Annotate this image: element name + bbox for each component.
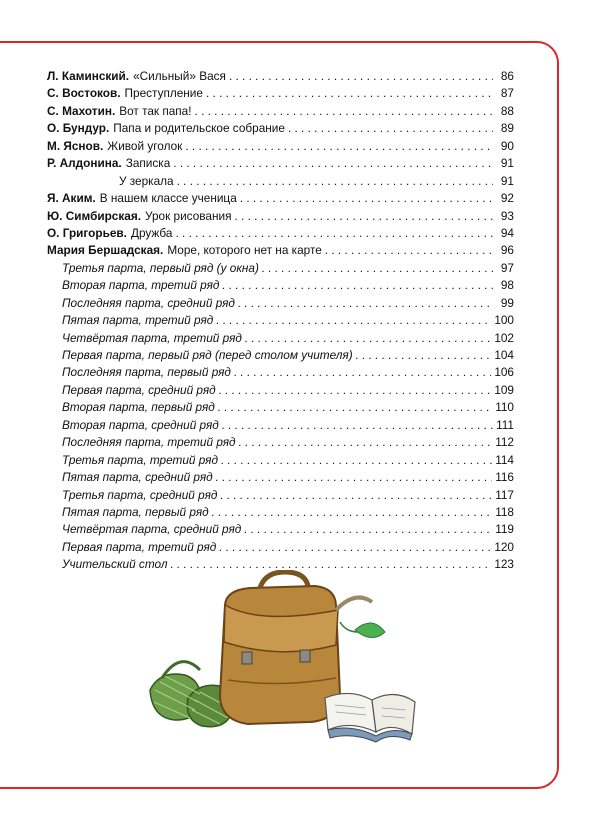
toc-leader-dots	[177, 173, 493, 190]
toc-page-number: 93	[500, 208, 514, 223]
toc-leader-dots	[221, 452, 492, 469]
toc-page-number: 98	[500, 278, 514, 293]
toc-title: Первая парта, третий ряд	[62, 539, 217, 554]
toc-entry[interactable]	[47, 103, 514, 120]
toc-author: С. Востоков.	[47, 86, 121, 101]
toc-entry[interactable]	[47, 452, 514, 469]
toc-author: О. Бундур.	[47, 121, 110, 136]
toc-entry[interactable]	[47, 85, 514, 102]
toc-entry[interactable]	[47, 364, 514, 381]
toc-leader-dots	[229, 68, 493, 85]
toc-entry[interactable]	[47, 190, 514, 207]
toc-leader-dots	[234, 208, 493, 225]
toc-title: Записка	[125, 156, 171, 171]
toc-title: Последняя парта, средний ряд	[62, 295, 235, 310]
toc-author: Л. Каминский.	[47, 69, 130, 83]
toc-title: Пятая парта, средний ряд	[62, 470, 213, 485]
toc-leader-dots	[219, 539, 491, 556]
toc-author: С. Махотин.	[47, 103, 116, 118]
toc-leader-dots	[206, 85, 493, 102]
toc-page-number: 112	[495, 435, 514, 450]
toc-entry[interactable]	[47, 417, 514, 434]
toc-page-number: 94	[500, 225, 514, 240]
book-icon	[325, 693, 415, 742]
toc-entry[interactable]	[47, 173, 514, 190]
toc-page-number: 99	[500, 295, 514, 310]
toc-leader-dots	[218, 399, 492, 416]
toc-page-number: 123	[494, 557, 514, 572]
toc-title: Третья парта, третий ряд	[62, 452, 218, 467]
illustration	[140, 570, 440, 750]
toc-leader-dots	[173, 155, 493, 172]
toc-title: Четвёртая парта, средний ряд	[62, 522, 242, 537]
toc-page-number: 88	[500, 103, 514, 118]
toc-leader-dots	[212, 504, 493, 521]
toc-page-number: 87	[500, 86, 514, 101]
toc-title: Урок рисования	[145, 208, 232, 223]
toc-page-number: 91	[500, 156, 514, 171]
toc-leader-dots	[238, 295, 493, 312]
toc-page-number: 100	[494, 313, 514, 328]
toc-title: Последняя парта, третий ряд	[62, 435, 236, 450]
toc-page-number: 102	[494, 330, 514, 345]
toc-title: Живой уголок	[107, 138, 183, 153]
toc-title: Преступление	[124, 86, 203, 101]
toc-leader-dots	[220, 487, 492, 504]
toc-title: Четвёртая парта, третий ряд	[62, 330, 242, 345]
toc-entry[interactable]	[47, 469, 514, 486]
toc-title: Пятая парта, третий ряд	[62, 313, 214, 328]
toc-leader-dots	[288, 120, 493, 137]
toc-title: В нашем классе ученица	[99, 191, 237, 206]
toc-page-number: 92	[500, 191, 514, 206]
toc-title: Учительский стол	[62, 557, 168, 572]
toc-title: Папа и родительское собрание	[113, 121, 285, 136]
toc-page-number: 111	[496, 417, 514, 432]
toc-leader-dots	[244, 521, 492, 538]
toc-entry[interactable]	[47, 68, 514, 85]
toc-title: У зеркала	[119, 173, 174, 188]
toc-entry[interactable]	[47, 138, 514, 155]
toc-page-number: 109	[494, 382, 514, 397]
table-of-contents	[47, 68, 514, 574]
toc-page-number: 89	[500, 121, 514, 136]
toc-leader-dots	[185, 138, 493, 155]
toc-title: «Сильный» Вася	[133, 69, 226, 83]
toc-leader-dots	[222, 417, 493, 434]
toc-title: Третья парта, средний ряд	[62, 487, 218, 502]
toc-author: Я. Аким.	[47, 191, 96, 206]
toc-entry[interactable]	[47, 208, 514, 225]
toc-page-number: 97	[500, 260, 514, 275]
toc-entry[interactable]	[47, 434, 514, 451]
toc-entry[interactable]	[47, 120, 514, 137]
toc-page-number: 114	[495, 452, 514, 467]
toc-title: Море, которого нет на карте	[167, 243, 322, 258]
toc-title: Первая парта, первый ряд (перед столом учителя)	[62, 348, 353, 362]
toc-entry[interactable]	[47, 295, 514, 312]
toc-entry[interactable]	[47, 382, 514, 399]
toc-entry[interactable]	[47, 539, 514, 556]
toc-leader-dots	[222, 277, 493, 294]
toc-leader-dots	[325, 242, 493, 259]
toc-leader-dots	[216, 469, 493, 486]
toc-title: Последняя парта, первый ряд	[62, 365, 231, 380]
toc-leader-dots	[240, 190, 493, 207]
toc-entry[interactable]	[47, 330, 514, 347]
toc-leader-dots	[195, 103, 493, 120]
toc-page-number: 117	[495, 487, 514, 502]
toc-page-number: 110	[495, 400, 514, 415]
toc-leader-dots	[262, 260, 493, 277]
school-bag-icon	[220, 572, 340, 724]
toc-entry[interactable]	[47, 399, 514, 416]
toc-entry[interactable]	[47, 521, 514, 538]
toc-title: Дружба	[130, 225, 173, 240]
toc-title: Первая парта, средний ряд	[62, 382, 216, 397]
toc-entry[interactable]	[47, 312, 514, 329]
toc-author: О. Григорьев.	[47, 225, 127, 240]
toc-title: Вторая парта, средний ряд	[62, 417, 219, 432]
toc-page-number: 86	[500, 69, 514, 83]
toc-page-number: 91	[500, 173, 514, 188]
toc-entry[interactable]	[47, 277, 514, 294]
toc-author: М. Яснов.	[47, 138, 104, 153]
toc-author: Р. Алдонина.	[47, 156, 122, 171]
toc-page-number: 116	[495, 470, 514, 485]
toc-title: Вторая парта, третий ряд	[62, 278, 220, 293]
toc-entry[interactable]	[47, 225, 514, 242]
toc-entry[interactable]	[47, 242, 514, 259]
toc-page-number: 96	[500, 243, 514, 258]
toc-title: Пятая парта, первый ряд	[62, 504, 209, 519]
toc-page-number: 119	[495, 522, 514, 537]
toc-title: Вторая парта, первый ряд	[62, 400, 215, 415]
toc-page-number: 106	[494, 365, 514, 380]
toc-title: Третья парта, первый ряд (у окна)	[62, 260, 259, 275]
toc-leader-dots	[239, 434, 493, 451]
toc-author: Ю. Симбирская.	[47, 208, 141, 223]
toc-page-number: 90	[500, 138, 514, 153]
toc-page-number: 118	[495, 504, 514, 519]
toc-leader-dots	[234, 364, 491, 381]
toc-page-number: 120	[494, 539, 514, 554]
toc-leader-dots	[245, 330, 491, 347]
toc-leader-dots	[219, 382, 492, 399]
toc-author: Мария Бершадская.	[47, 243, 164, 258]
toc-title: Вот так папа!	[119, 103, 192, 118]
leaf-icon	[336, 598, 385, 638]
toc-entry[interactable]	[47, 155, 514, 172]
toc-entry[interactable]	[47, 260, 514, 277]
toc-leader-dots	[175, 225, 493, 242]
toc-page-number: 104	[494, 348, 514, 362]
toc-entry[interactable]	[47, 487, 514, 504]
toc-entry[interactable]	[47, 347, 514, 364]
toc-leader-dots	[216, 312, 491, 329]
toc-entry[interactable]	[47, 504, 514, 521]
toc-leader-dots	[356, 347, 492, 364]
